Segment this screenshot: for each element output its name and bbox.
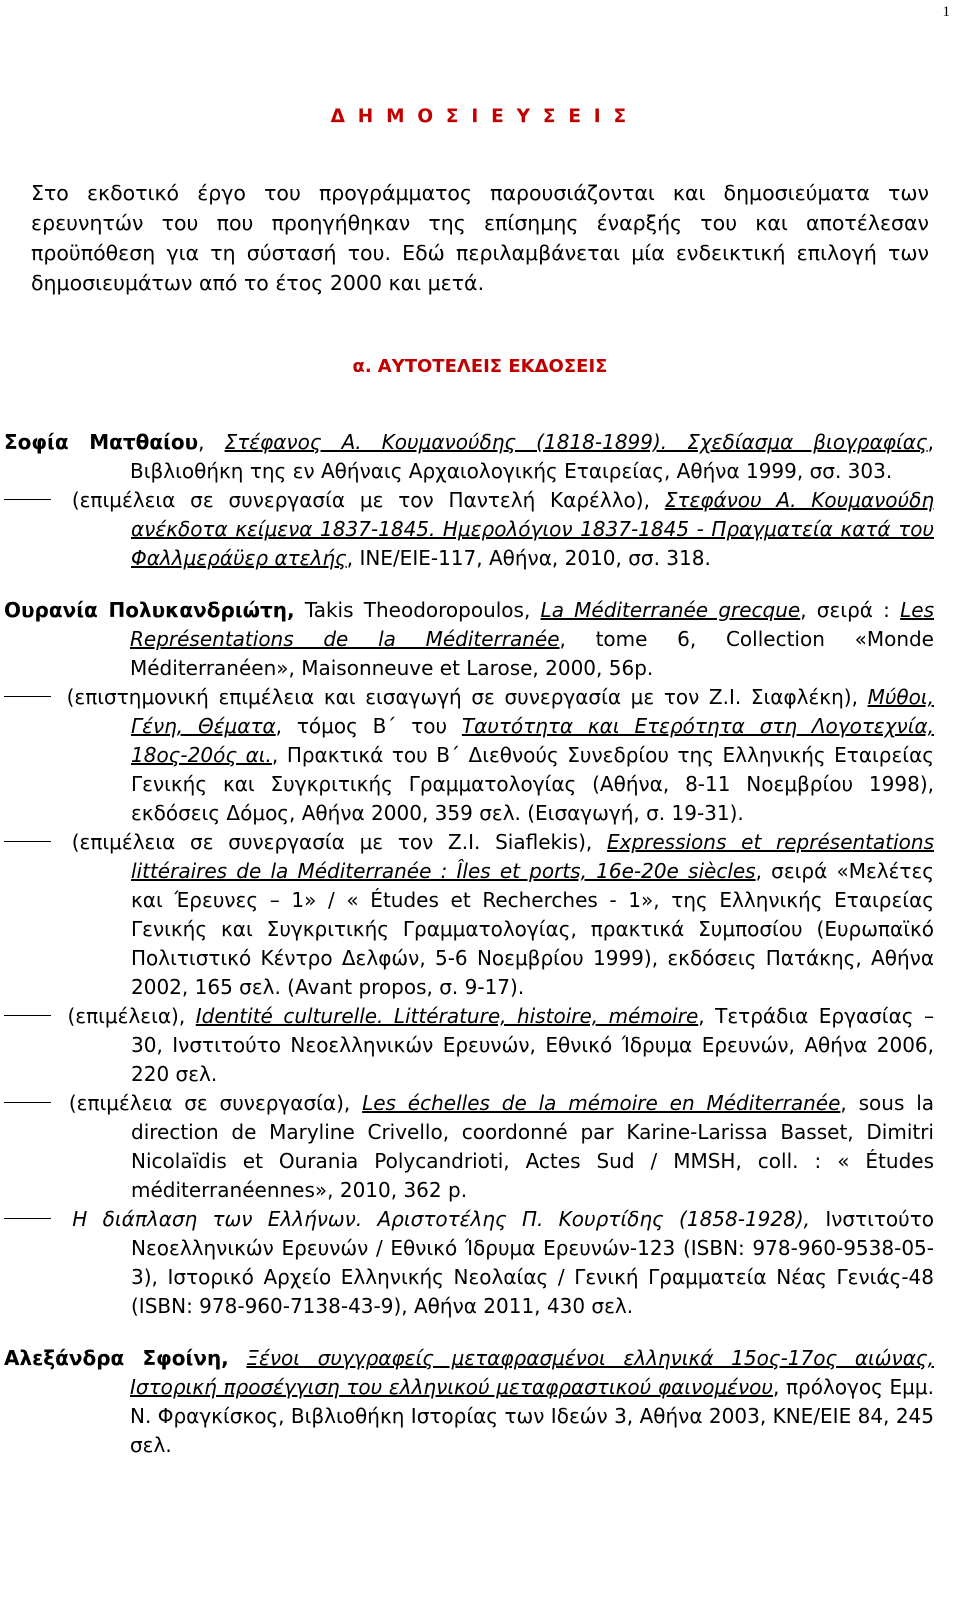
entry-title: La Méditerranée grecque: [540, 598, 801, 622]
entry-text: , Πρακτικά του Β΄ Διεθνούς Συνεδρίου της Ελληνικής Εταιρείας Γενικής και Συγκριτικής Γραμματολογίας (Αθήνα, 8-11 Νοεμβρίου 1998), εκδόσεις Δόμος, Αθήνα 2000, 359 σελ. (Εισαγωγή, σ. 19-31).: [131, 743, 934, 825]
entry-title: Les échelles de la mémoire en Méditerranée: [362, 1091, 841, 1115]
publication-entry: [4, 596, 934, 683]
entry-text: , ΙΝΕ/ΕΙΕ-117, Αθήνα, 2010, σσ. 318.: [346, 546, 711, 570]
publication-entry: [4, 1089, 934, 1205]
entry-text: (επιμέλεια σε συνεργασία με τον Z.I. Siaflekis),: [57, 830, 607, 854]
repeat-author-dash: [4, 841, 51, 842]
repeat-author-dash: [4, 499, 51, 500]
entry-title: Η διάπλαση των Ελλήνων. Αριστοτέλης Π. Κουρτίδης (1858-1928),: [72, 1207, 811, 1231]
entry-title: Identité culturelle. Littérature, histoire, mémoire: [195, 1004, 699, 1028]
repeat-author-dash: [4, 1015, 51, 1016]
page-number: 1: [942, 4, 950, 20]
repeat-author-dash: [4, 1218, 51, 1219]
publication-entry: [4, 486, 934, 573]
entry-author: Ουρανία Πολυκανδριώτη,: [4, 598, 295, 622]
entry-text: (επιμέλεια σε συνεργασία με τον Παντελή Καρέλλο),: [57, 488, 665, 512]
entry-text: ,: [198, 430, 225, 454]
repeat-author-dash: [4, 1102, 51, 1103]
repeat-author-dash: [4, 696, 51, 697]
section-heading: [0, 356, 960, 377]
entry-text: (επιμέλεια σε συνεργασία),: [57, 1091, 363, 1115]
entry-series-title: Ταυτότητα και Ετερότητα στη Λογοτεχνία, 18ος-20ός αι.: [131, 714, 935, 767]
intro-paragraph: Στο εκδοτικό έργο του προγράμματος παρουσιάζονται και δημοσιεύματα των ερευνητών του που προηγήθηκαν της επίσημης έναρξής του και αποτέλεσαν προϋπόθεση για τη σύστασή του. Εδώ περιλαμβάνεται μία ενδεικτική επιλογή των δημοσιευμάτων από το έτος 2000 και μετά.: [31, 181, 929, 295]
entry-text: , Βιβλιοθήκη της εν Αθήναις Αρχαιολογικής Εταιρείας, Αθήνα 1999, σσ. 303.: [130, 430, 935, 483]
entry-text: , σειρά «Μελέτες και Έρευνες – 1» / « Études et Recherches - 1», της Ελληνικής Εταιρείας Γενικής και Συγκριτικής Γραμματολογίας, πρακτικά Συμποσίου (Ευρωπαϊκό Πολιτιστικό Κέντρο Δελφών, 5-6 Νοεμβρίου 1999), εκδόσεις Πατάκης, Αθήνα 2002, 165 σελ. (Avant propos, σ. 9-17).: [131, 859, 935, 999]
entry-title: Expressions et représentations littéraires de la Méditerranée : Îles et ports, 16e-20e siècles: [131, 830, 934, 883]
entry-text: , tome 6, Collection «Monde Méditerranéen», Maisonneuve et Larose, 2000, 56p.: [130, 627, 934, 680]
entry-text: (επιμέλεια),: [57, 1004, 196, 1028]
publication-entry: [4, 1002, 934, 1089]
entry-title: Στεφάνου Α. Κουμανούδη ανέκδοτα κείμενα 1837-1845. Ημερολόγιον 1837-1845 - Πραγματεία κατά του Φαλλμεράϋερ ατελής: [131, 488, 935, 570]
section-marker: α.: [352, 356, 372, 377]
entry-author: Αλεξάνδρα Σφοίνη,: [4, 1346, 229, 1370]
entry-text: (επιστημονική επιμέλεια και εισαγωγή σε συνεργασία με τον Ζ.Ι. Σιαφλέκη),: [57, 685, 868, 709]
publication-entry: [4, 428, 934, 486]
entry-text: , Τετράδια Εργασίας – 30, Ινστιτούτο Νεοελληνικών Ερευνών, Εθνικό Ίδρυμα Ερευνών, Αθήνα 2006, 220 σελ.: [131, 1004, 934, 1086]
entry-text: , πρόλογος Εμμ. Ν. Φραγκίσκος, Βιβλιοθήκη Ιστορίας των Ιδεών 3, Αθήνα 2003, ΚΝΕ/ΕΙΕ 84, 245 σελ.: [130, 1375, 934, 1457]
publication-entry: [4, 1344, 934, 1460]
entry-text: Takis Theodoropoulos,: [294, 598, 541, 622]
entry-text: Ινστιτούτο Νεοελληνικών Ερευνών / Εθνικό Ίδρυμα Ερευνών-123 (ISBN: 978-960-9538-05-3), Ιστορικό Αρχείο Ελληνικής Νεολαίας / Γενική Γραμματεία Νέας Γενιάς-48 (ISBN: 978-960-7138-43-9), Αθήνα 2011, 430 σελ.: [131, 1207, 935, 1318]
entry-text: [229, 1346, 247, 1370]
publication-entry: [4, 828, 934, 1002]
entry-title: Ξένοι συγγραφείς μεταφρασμένοι ελληνικά 15ος-17ος αιώνας, Ιστορική προσέγγιση του ελληνικού μεταφραστικού φαινομένου: [130, 1346, 934, 1399]
entry-text: , sous la direction de Maryline Crivello, coordonné par Karine-Larissa Basset, Dimitri Nicolaïdis et Ourania Polycandrioti, Actes Sud / MMSH, coll. : « Études méditerranéennes», 2010, 362 p.: [131, 1091, 935, 1202]
entry-title: Μύθοι, Γένη, Θέματα: [131, 685, 934, 738]
entry-series-title: Les Représentations de la Méditerranée: [130, 598, 934, 651]
section-title: ΑΥΤΟΤΕΛΕΙΣ ΕΚΔΟΣΕΙΣ: [377, 356, 608, 377]
publication-entry: [4, 1205, 934, 1321]
entry-title: Στέφανος Α. Κουμανούδης (1818-1899). Σχεδίασμα βιογραφίας: [224, 430, 928, 454]
publication-entry: [4, 683, 934, 828]
page-heading: Δ Η Μ Ο Σ Ι Ε Υ Σ Ε Ι Σ: [330, 106, 630, 127]
publication-list: [4, 428, 934, 1460]
entry-text: , σειρά :: [800, 598, 901, 622]
entry-text: [57, 1207, 72, 1231]
entry-author: Σοφία Ματθαίου: [4, 430, 199, 454]
entry-text: , τόμος Β΄ του: [275, 714, 462, 738]
